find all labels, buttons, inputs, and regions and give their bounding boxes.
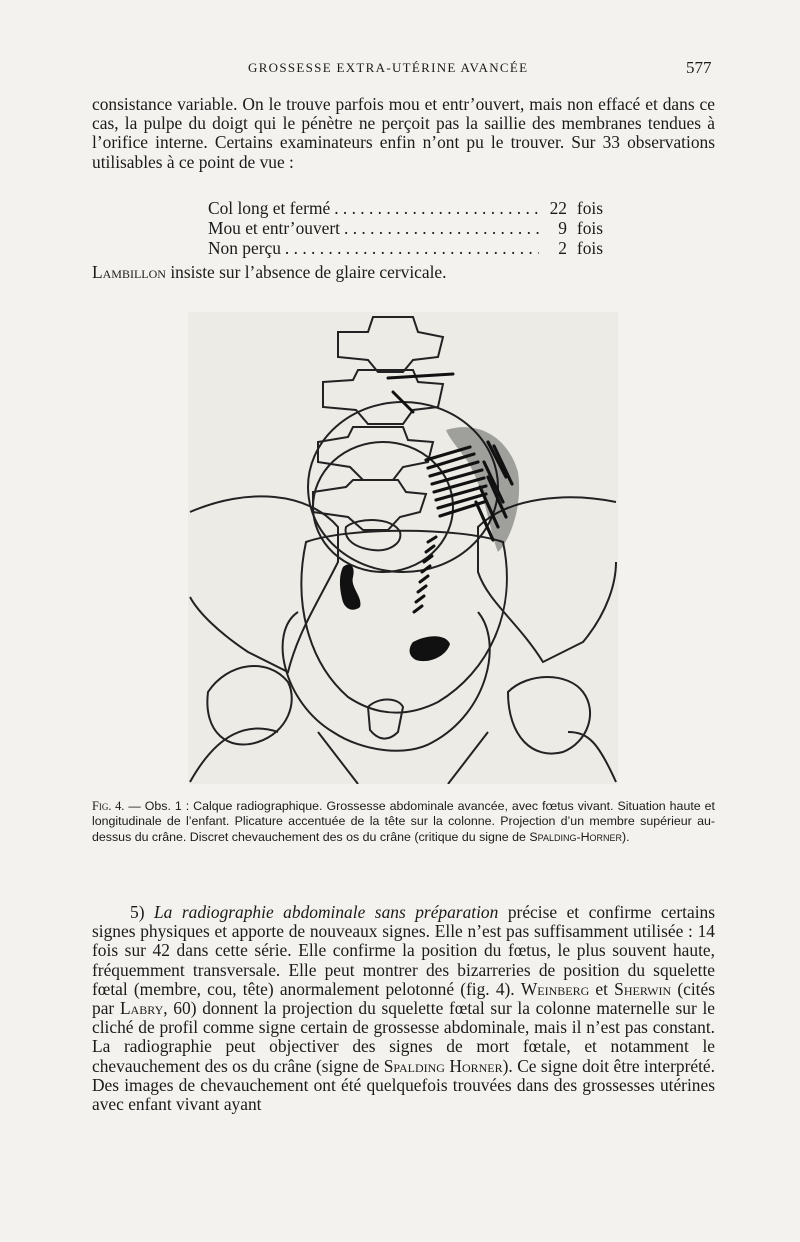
paragraph-2-part: précise et confirme certains signes physiques et apporte de nouveaux signes. Elle n’est pas suffisamment utilisée : 14 fois sur 42 dans cette série. Elle confirme la position du fœtus, le plus souvent haute, fréquemment transversale. Elle peut montrer des bizarreries de position du squelette fœtal (membre, cou, tête) anormalement pelotonné (fig. 4). [92,902,715,999]
running-title: GROSSESSE EXTRA-UTÉRINE AVANCÉE [248,60,529,75]
figure-label: Fig. 4. [92,799,125,813]
paragraph-2-text [92,903,715,1114]
lambillon-text: insiste sur l’absence de glaire cervicale. [170,262,447,282]
author-name: Lambillon [92,262,166,282]
tally-row [208,238,603,258]
radiograph-tracing [188,312,618,784]
section-title: La radiographie abdominale sans préparation [154,902,499,922]
tally-label: Col long et fermé [208,198,331,218]
tally-label: Mou et entr’ouvert [208,218,341,238]
page-number: 577 [686,58,712,77]
paragraph-2-part: ). Ce signe doit être interprété. Des images de chevauchement ont été quelquefois trouvées dans des grossesses utérines avec enfant vivant ayant [92,1055,716,1115]
author-name: Sherwin [614,978,672,999]
lambillon-sentence [92,262,447,283]
tally-unit: fois [576,218,603,238]
paragraph-2-part: (cités par [92,978,715,1019]
leader-dots [281,238,539,258]
author-name: Labry [119,998,164,1019]
paragraph-2-part: et [595,978,608,999]
radiograph-tracing-figure [188,312,618,784]
tally-unit: fois [576,238,603,258]
tally-row [208,218,603,238]
figure-caption [92,799,715,845]
paragraph-1 [92,95,715,172]
leader-dots [330,198,539,218]
tally-label: Non perçu [208,238,281,258]
observation-tally [208,198,603,258]
tally-row [208,198,603,218]
paragraph-2-part: , 60) donnent la projection du squelette fœtal sur la colonne maternelle sur le cliché de profil comme signe certain de grossesse abdominale, mais il n’est pas constant. La radiographie peut objectiver des signes de mort fœtale, et notamment le chevauchement des os du crâne (signe de [92,998,716,1076]
author-name: Spalding Horner [383,1055,503,1076]
tally-count: 22 [549,198,567,218]
paragraph-1-text: consistance variable. On le trouve parfois mou et entr’ouvert, mais non effacé et dans ce cas, la pulpe du doigt qui le pénètre ne perçoit pas la saillie des membranes tendues à l’orifice interne. Certains examinateurs enfin n’ont pu le trouver. Sur 33 observations utilisables à ce point de vue : [92,94,715,172]
leader-dots [340,218,539,238]
tally-count: 9 [558,218,567,238]
tally-unit: fois [576,198,603,218]
caption-author: Spalding-Horner [529,829,623,844]
author-name: Weinberg [520,978,590,999]
caption-end: ). [622,829,630,844]
section-number: 5) [130,902,145,922]
caption-text: — Obs. 1 : Calque radiographique. Grossesse abdominale avancée, avec fœtus vivant. Situation haute et longitudinale de l’enfant. Plicature accentuée de la tête sur la colonne. Projection d’un membre supérieur au-dessus du crâne. Discret chevauchement des os du crâne (critique du signe de [92,799,715,844]
paragraph-2 [92,903,715,1114]
tally-count: 2 [558,238,567,258]
